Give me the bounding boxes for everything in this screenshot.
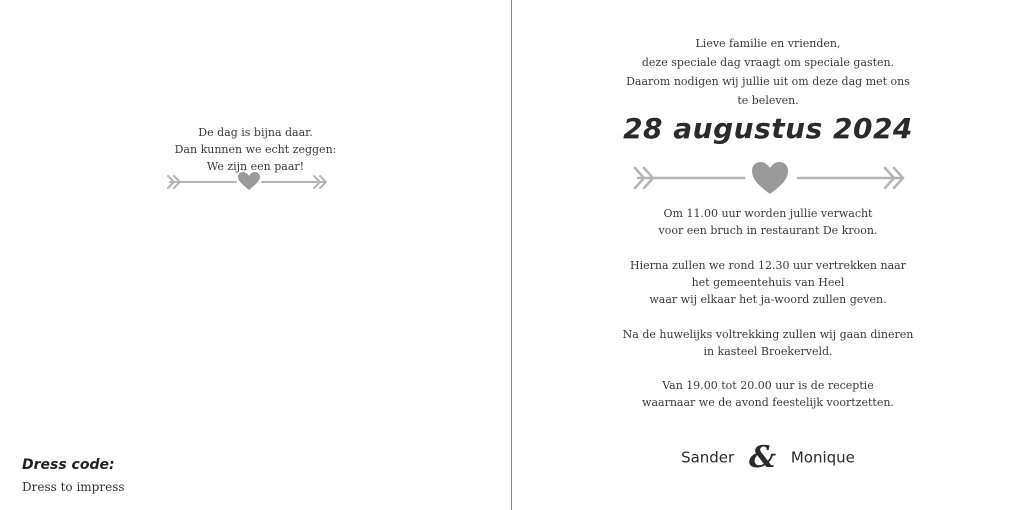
couple-names <box>512 440 1024 475</box>
paragraph-line: Om 11.00 uur worden jullie verwacht <box>663 207 873 220</box>
paragraph-dinner <box>512 326 1024 360</box>
paragraph-line: waar wij elkaar het ja-woord zullen geven. <box>649 293 887 306</box>
intro-line: te beleven. <box>737 94 799 107</box>
left-verse <box>0 124 511 175</box>
paragraph-line: Van 19.00 tot 20.00 uur is de receptie <box>662 379 874 392</box>
intro-text <box>512 34 1024 110</box>
intro-line: Lieve familie en vrienden, <box>695 37 841 50</box>
paragraph-line: voor een bruch in restaurant De kroon. <box>658 224 878 237</box>
name-monique: Monique <box>790 448 855 467</box>
arrow-heart-ornament-small <box>166 172 332 192</box>
ampersand: & <box>748 440 777 475</box>
heart-icon <box>752 162 788 194</box>
verse-line: Dan kunnen we echt zeggen: <box>174 143 337 156</box>
dress-code-title: Dress code: <box>22 457 115 473</box>
intro-line: deze speciale dag vraagt om speciale gasten. <box>641 56 895 69</box>
name-sander: Sander <box>681 448 735 467</box>
right-page <box>512 0 1024 510</box>
arrow-heart-ornament-large <box>632 160 908 196</box>
paragraph-line: Na de huwelijks voltrekking zullen wij gaan dineren <box>622 328 914 341</box>
paragraph-line: het gemeentehuis van Heel <box>691 276 845 289</box>
paragraph-ceremony <box>512 257 1024 308</box>
verse-line: We zijn een paar! <box>206 160 305 173</box>
paragraph-line: waarnaar we de avond feestelijk voortzetten. <box>642 396 894 409</box>
left-page <box>0 0 511 510</box>
intro-line: Daarom nodigen wij jullie uit om deze dag met ons <box>626 75 910 88</box>
wedding-date: 28 augustus 2024 <box>623 112 913 145</box>
paragraph-line: Hierna zullen we rond 12.30 uur vertrekken naar <box>630 259 906 272</box>
paragraph-brunch <box>512 205 1024 239</box>
heart-icon <box>238 172 260 190</box>
dress-code-text: Dress to impress <box>22 480 125 494</box>
paragraph-line: in kasteel Broekerveld. <box>703 345 833 358</box>
verse-line: De dag is bijna daar. <box>198 126 313 139</box>
paragraph-reception <box>512 377 1024 411</box>
